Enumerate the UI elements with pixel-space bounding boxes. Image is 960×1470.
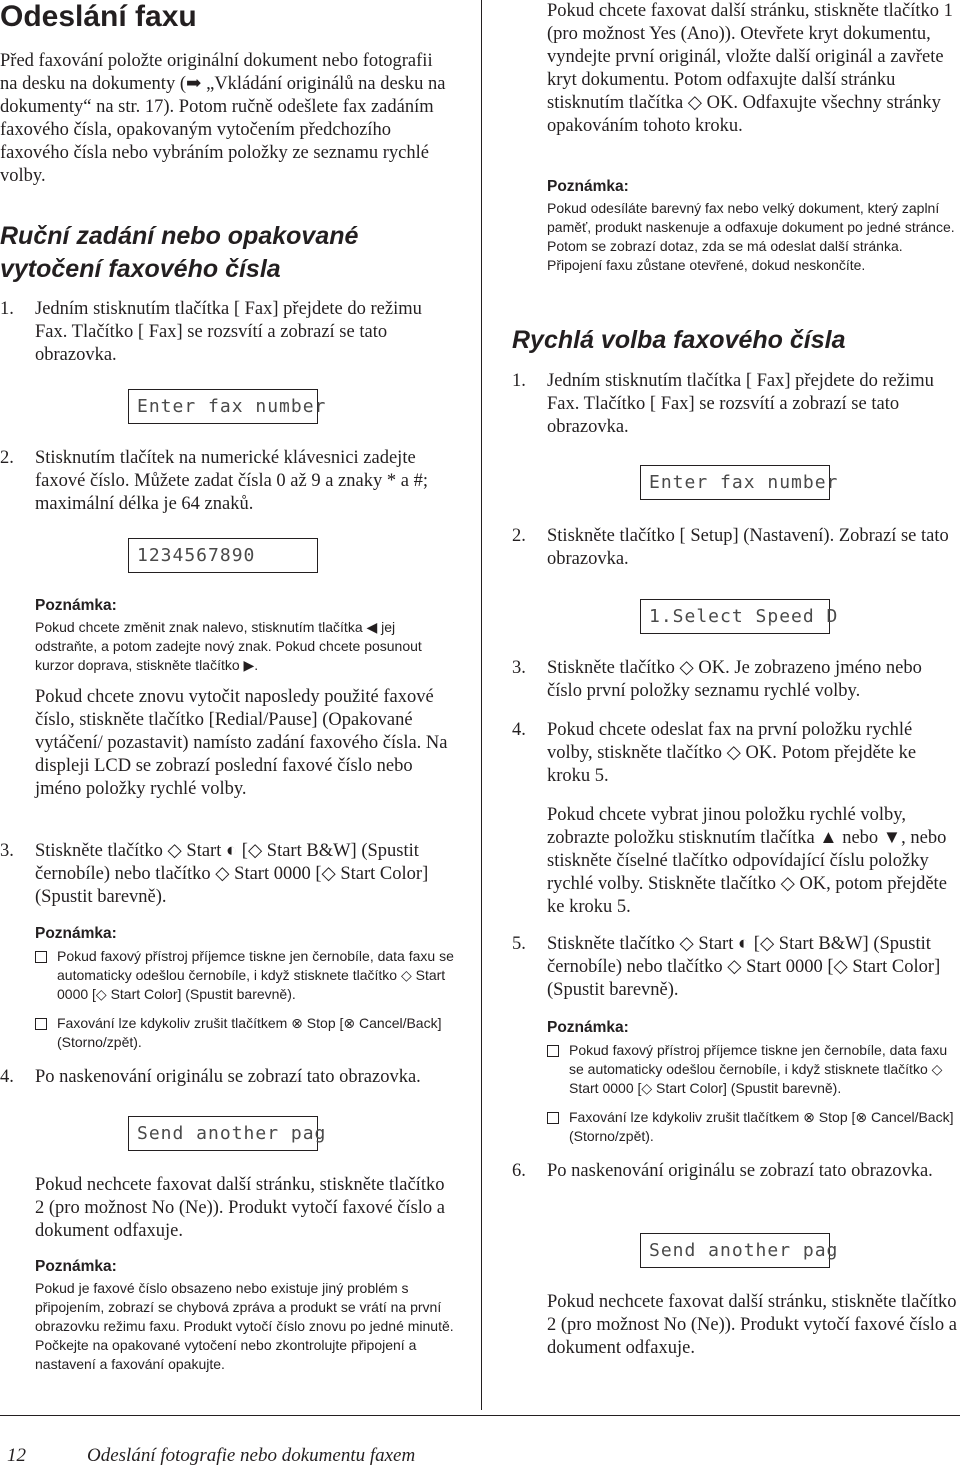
footer-rule [0,1415,960,1416]
note-bullet: Faxování lze kdykoliv zrušit tlačítkem ⊗ Stop [⊗ Cancel/Back] (Storno/zpět). [35,1014,455,1052]
lcd-screen: 1234567890 [128,538,318,573]
section-title-speed-dial: Rychlá volba faxového čísla [512,326,846,354]
note-bullet: Pokud faxový přístroj příjemce tiskne jen černobíle, data faxu se automaticky odešlou černobíle, i když stisknete tlačítko ◇ Start 0000 [◇ Start Color] (Spustit barevně). [35,947,455,1004]
note-box [35,597,455,675]
page-title: Odeslání faxu [0,0,197,33]
note-title: Poznámka: [35,925,117,942]
note-bullet: Pokud faxový přístroj příjemce tiskne jen černobíle, data faxu se automaticky odešlou černobíle, i když stisknete tlačítko ◇ Start 0000 [◇ Start Color] (Spustit barevně). [547,1041,960,1098]
step-4: 4. Po naskenování originálu se zobrazí tato obrazovka. [0,1067,421,1087]
continuation-paragraph: Pokud chcete faxovat další stránku, stiskněte tlačítko 1 (pro možnost Yes (Ano)). Otevřete kryt dokumentu, vyndejte první originál, vložte další originál a zavřete kryt dokumentu. Potom odfaxujte další stránku stisknutím tlačítka ◇ OK. Odfaxujte všechny stránky opakováním tohoto kroku. [547,1,953,136]
after-step-4: Pokud nechcete faxovat další stránku, stiskněte tlačítko 2 (pro možnost No (Ne)). Produkt vytočí faxové číslo a dokument odfaxuje. [35,1175,445,1241]
note-box [35,925,455,1052]
note-title: Poznámka: [547,178,629,195]
step-5: 5. Stiskněte tlačítko ◇ Start ◐ [◇ Start B&W] (Spustit černobíle) nebo tlačítko ◇ Start 0000 [◇ Start Color] (Spustit barevně). [512,934,941,1000]
redial-paragraph: Pokud chcete znovu vytočit naposledy použité faxové číslo, stiskněte tlačítko [Redial/Pause] (Opakované vytáčení/ pozastavit) namísto zadání faxového čísla. Na displeji LCD se zobrazí poslední faxové číslo nebo jméno položky rychlé volby. [35,687,448,799]
step-6: 6. Po naskenování originálu se zobrazí tato obrazovka. [512,1161,933,1181]
footer-section-title: Odeslání fotografie nebo dokumentu faxem [87,1445,416,1466]
lcd-screen: 1.Select Speed D [640,599,830,634]
column-divider [481,0,482,1410]
checkbox-bullet-icon [35,947,57,1004]
step-3: 3. Stiskněte tlačítko ◇ Start ◐ [◇ Start B&W] (Spustit černobíle) nebo tlačítko ◇ Start 0000 [◇ Start Color] (Spustit barevně). [0,841,429,907]
step-1: 1. Jedním stisknutím tlačítka [ Fax] přejdete do režimu Fax. Tlačítko [ Fax] se rozsvítí a zobrazí se tato obrazovka. [512,371,934,437]
checkbox-bullet-icon [35,1014,57,1052]
lcd-screen: Send another pag [128,1116,318,1151]
step-2: 2. Stisknutím tlačítek na numerické klávesnici zadejte faxové číslo. Můžete zadat čísla 0 až 9 a znaky * a #; maximální délka je 64 znaků. [0,448,428,514]
note-box [547,178,960,275]
note-text: Pokud je faxové číslo obsazeno nebo existuje jiný problém s připojením, zobrazí se chybová zpráva a produkt se vrátí na první obrazovku režimu faxu. Produkt vytočí číslo znovu po jedné minutě. Počkejte na opakované vytočení nebo zkontrolujte připojení a nastavení a faxování opakujte. [35,1280,454,1372]
note-title: Poznámka: [547,1019,629,1036]
note-box [547,1019,960,1146]
step-3: 3. Stiskněte tlačítko ◇ OK. Je zobrazeno jméno nebo číslo první položky seznamu rychlé volby. [512,658,922,701]
lcd-screen: Send another pag [640,1233,830,1268]
note-text: Pokud odesíláte barevný fax nebo velký dokument, který zaplní paměť, produkt naskenuje a odfaxuje dokument po jedné stránce. Potom se zobrazí dotaz, zda se má odeslat další stránka. Připojení faxu zůstane otevřené, dokud neskončíte. [547,200,955,273]
intro-paragraph: Před faxování položte originální dokument nebo fotografii na desku na dokumenty (➡ „Vkládání originálů na desku na dokumenty“ na str. 17). Potom ručně odešlete fax zadáním faxového čísla, opakovaným vytočením předchozího faxového čísla nebo vybráním položky ze seznamu rychlé volby. [0,51,446,186]
after-step-6: Pokud nechcete faxovat další stránku, stiskněte tlačítko 2 (pro možnost No (Ne)). Produkt vytočí faxové číslo a dokument odfaxuje. [547,1292,957,1358]
lcd-screen: Enter fax number [640,465,830,500]
checkbox-bullet-icon [547,1041,569,1098]
step-4-more: Pokud chcete vybrat jinou položku rychlé volby, zobrazte položku stisknutím tlačítka ▲ nebo ▼, nebo stiskněte číselné tlačítko odpovídající číslu položky rychlé volby. Stiskněte tlačítko ◇ OK, potom přejděte ke kroku 5. [547,805,947,917]
step-1: 1. Jedním stisknutím tlačítka [ Fax] přejdete do režimu Fax. Tlačítko [ Fax] se rozsvítí a zobrazí se tato obrazovka. [0,299,422,365]
note-box [35,1258,455,1374]
page-number: 12 [7,1445,26,1466]
note-bullet: Faxování lze kdykoliv zrušit tlačítkem ⊗ Stop [⊗ Cancel/Back] (Storno/zpět). [547,1108,960,1146]
section-title-manual: Ruční zadání nebo opakované vytočení faxového čísla [0,222,359,283]
step-4: 4. Pokud chcete odeslat fax na první položku rychlé volby, stiskněte tlačítko ◇ OK. Potom přejděte ke kroku 5. [512,720,917,786]
note-text: Pokud chcete změnit znak nalevo, stisknutím tlačítka ◀ jej odstraňte, a potom zadejte nový znak. Pokud chcete posunout kurzor doprava, stiskněte tlačítko ▶. [35,619,422,673]
note-title: Poznámka: [35,1258,117,1275]
lcd-screen: Enter fax number [128,389,318,424]
step-2: 2. Stiskněte tlačítko [ Setup] (Nastavení). Zobrazí se tato obrazovka. [512,526,949,569]
note-title: Poznámka: [35,597,117,614]
checkbox-bullet-icon [547,1108,569,1146]
